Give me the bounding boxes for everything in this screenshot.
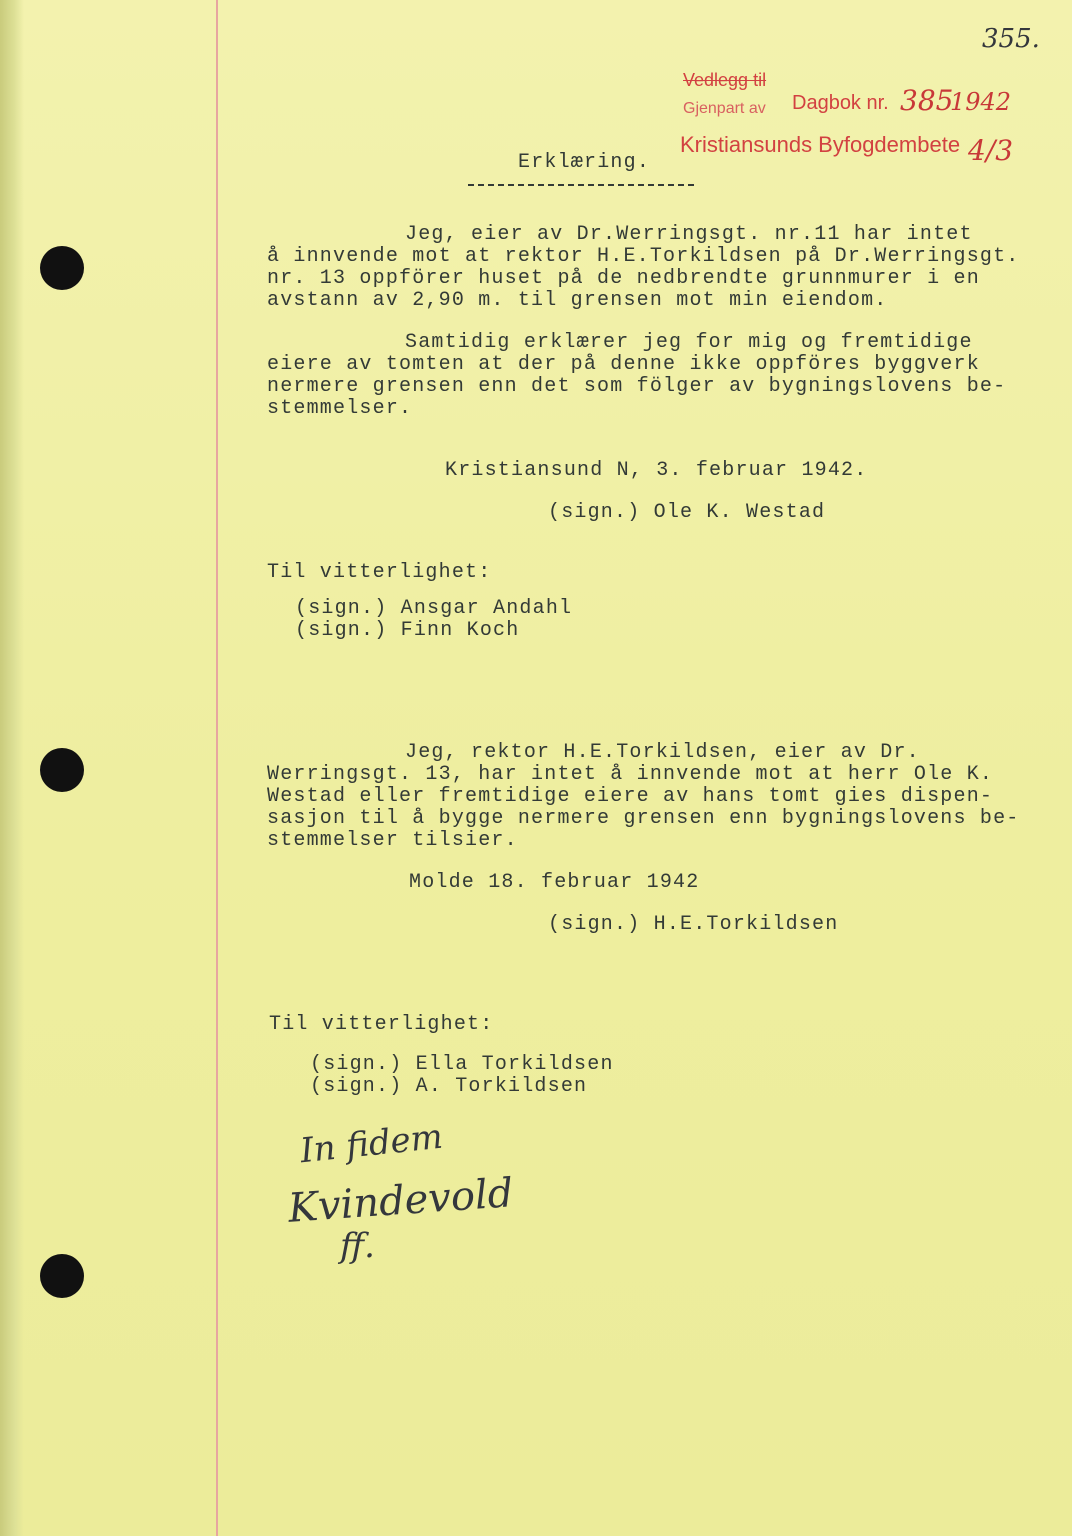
paragraph-line: nermere grensen enn det som fölger av bygningslovens be- [267, 375, 1007, 398]
stamp-year: 1942 [950, 88, 1012, 116]
page-edge-shadow [0, 0, 24, 1536]
stamp-office: Kristiansunds Byfogdembete [680, 132, 961, 157]
stamp-struck-label: Vedlegg til [683, 70, 767, 90]
paragraph-line: sasjon til å bygge nermere grensen enn bygningslovens be- [267, 807, 1020, 830]
stamp-dagbok-label: Dagbok nr. [792, 92, 889, 114]
signature-1: (sign.) Ole K. Westad [548, 501, 826, 524]
paragraph-line: Jeg, rektor H.E.Torkildsen, eier av Dr. [405, 741, 920, 764]
signature-2: (sign.) H.E.Torkildsen [548, 913, 839, 936]
paragraph-line: Werringsgt. 13, har intet å innvende mot at herr Ole K. [267, 763, 994, 786]
handwritten-line: ff. [340, 1226, 375, 1266]
stamp-copy-label: Gjenpart av [683, 100, 766, 117]
witness-line: (sign.) A. Torkildsen [310, 1075, 588, 1098]
punch-hole-bottom [40, 1254, 84, 1298]
witness-line: (sign.) Ansgar Andahl [295, 597, 573, 620]
paragraph-line: eiere av tomten at der på denne ikke oppföres byggverk [267, 353, 980, 376]
witness-heading-1: Til vitterlighet: [267, 561, 492, 584]
document-title: Erklæring. [518, 151, 651, 174]
handwritten-line: In fidem [298, 1116, 445, 1172]
paragraph-line: Jeg, eier av Dr.Werringsgt. nr.11 har intet [405, 223, 973, 246]
stamp-dagbok-number: 385 [900, 84, 954, 117]
paragraph-line: nr. 13 oppförer huset på de nedbrendte grunnmurer i en [267, 267, 980, 290]
place-date-1: Kristiansund N, 3. februar 1942. [445, 459, 868, 482]
page-number: 355. [982, 24, 1040, 54]
witness-line: (sign.) Finn Koch [295, 619, 520, 642]
paragraph-line: avstann av 2,90 m. til grensen mot min eiendom. [267, 289, 888, 312]
handwritten-signature: Kvindevold [286, 1170, 515, 1232]
paragraph-line: stemmelser tilsier. [267, 829, 518, 852]
punch-hole-top [40, 246, 84, 290]
margin-rule [216, 0, 218, 1536]
witness-line: (sign.) Ella Torkildsen [310, 1053, 614, 1076]
place-date-2: Molde 18. februar 1942 [409, 871, 700, 894]
paragraph-line: stemmelser. [267, 397, 413, 420]
punch-hole-middle [40, 748, 84, 792]
paragraph-line: Samtidig erklærer jeg for mig og fremtidige [405, 331, 973, 354]
title-underline [468, 184, 694, 186]
paragraph-line: Westad eller fremtidige eiere av hans tomt gies dispen- [267, 785, 994, 808]
stamp-date-mark: 4/3 [968, 134, 1014, 167]
paragraph-line: å innvende mot at rektor H.E.Torkildsen på Dr.Werringsgt. [267, 245, 1020, 268]
witness-heading-2: Til vitterlighet: [269, 1013, 494, 1036]
